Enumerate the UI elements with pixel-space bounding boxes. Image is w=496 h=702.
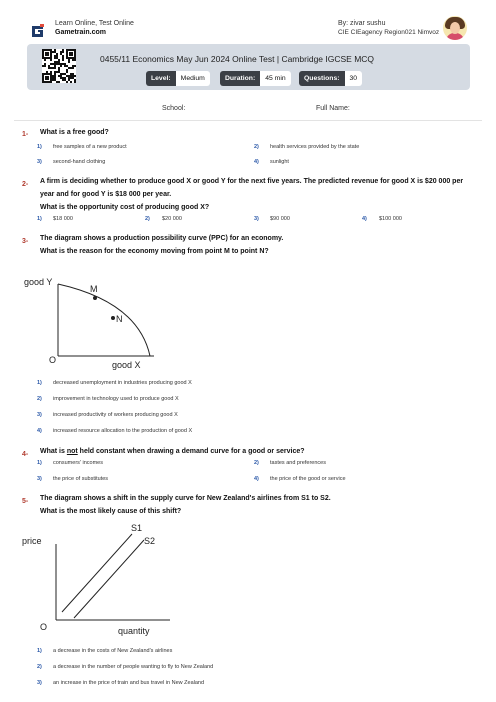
- level-label: Level:: [146, 71, 176, 86]
- s2-label: S2: [144, 536, 156, 546]
- option-number: 4): [37, 428, 42, 434]
- question-text: The diagram shows a shift in the supply curve for New Zealand's airlines from S1 to S2.: [40, 495, 331, 502]
- x-axis-label: quantity: [118, 626, 150, 636]
- fullname-field-label: Full Name:: [316, 105, 350, 112]
- question-number: 5-: [22, 498, 29, 505]
- option-number: 3): [37, 412, 42, 418]
- question-text: What is the most likely cause of this shift?: [40, 508, 182, 515]
- y-axis-label: good Y: [24, 277, 53, 287]
- option-number: 1): [37, 380, 42, 386]
- ppc-diagram: [20, 272, 170, 372]
- school-field-label: School:: [162, 105, 186, 112]
- supply-shift-diagram: [20, 518, 170, 640]
- question-text: A firm is deciding whether to produce good X or good Y for the next five years. The predicted revenue for good X is $20 000 per: [40, 178, 464, 185]
- answer-option[interactable]: $90 000: [270, 216, 290, 222]
- answer-option[interactable]: free samples of a new product: [53, 144, 127, 150]
- answer-option[interactable]: tastes and preferences: [270, 460, 326, 466]
- gametrain-logo: [30, 24, 46, 38]
- option-number: 3): [37, 680, 42, 686]
- option-number: 4): [254, 476, 259, 482]
- answer-option[interactable]: a decrease in the costs of New Zealand's airlines: [53, 648, 173, 654]
- author-name: By: zivar sushu: [338, 20, 386, 27]
- option-number: 1): [37, 460, 42, 466]
- brand-site[interactable]: Gametrain.com: [55, 29, 106, 36]
- origin-label: O: [49, 355, 57, 365]
- page-title: 0455/11 Economics May Jun 2024 Online Test | Cambridge IGCSE MCQ: [100, 54, 375, 64]
- question-text: year and for good Y is $18 000 per year.: [40, 191, 172, 198]
- point-n-marker: [111, 316, 115, 320]
- brand-tagline: Learn Online, Test Online: [55, 20, 134, 27]
- level-value: Medium: [176, 71, 210, 86]
- question-text: What is the reason for the economy moving from point M to point N?: [40, 248, 269, 255]
- answer-option[interactable]: an increase in the price of train and bus travel in New Zealand: [53, 680, 205, 686]
- answer-option[interactable]: a decrease in the number of people wanting to fly to New Zealand: [53, 664, 214, 670]
- supply-curve-s1: [62, 534, 132, 612]
- question-number: 3-: [22, 238, 29, 245]
- answer-option[interactable]: sunlight: [270, 159, 289, 165]
- question-text: What is the opportunity cost of producing good X?: [40, 204, 210, 211]
- answer-option[interactable]: the price of substitutes: [53, 476, 109, 482]
- divider: [14, 120, 482, 121]
- duration-value: 45 min: [260, 71, 290, 86]
- question-number: 1-: [22, 131, 29, 138]
- answer-option[interactable]: $18 000: [53, 216, 73, 222]
- option-number: 2): [37, 664, 42, 670]
- questions-badge: [299, 71, 362, 86]
- x-axis-label: good X: [112, 360, 141, 370]
- point-n-label: N: [116, 314, 123, 324]
- option-number: 2): [254, 144, 259, 150]
- answer-option[interactable]: health services provided by the state: [270, 144, 360, 150]
- questions-value: 30: [345, 71, 363, 86]
- emphasis-not: not: [66, 448, 78, 455]
- point-m-label: M: [90, 284, 98, 294]
- question-number: 4-: [22, 451, 29, 458]
- question-text: What is not held constant when drawing a demand curve for a good or service?: [40, 448, 305, 455]
- option-number: 1): [37, 216, 42, 222]
- answer-option[interactable]: $20 000: [162, 216, 182, 222]
- questions-label: Questions:: [299, 71, 345, 86]
- option-number: 2): [37, 396, 42, 402]
- qr-code-icon: [42, 49, 76, 83]
- answer-option[interactable]: improvement in technology used to produce good X: [53, 396, 179, 402]
- answer-option[interactable]: increased productivity of workers producing good X: [53, 412, 178, 418]
- option-number: 1): [37, 144, 42, 150]
- question-number: 2-: [22, 181, 29, 188]
- option-number: 2): [145, 216, 150, 222]
- option-number: 3): [37, 476, 42, 482]
- duration-badge: [220, 71, 291, 86]
- answer-option[interactable]: $100 000: [379, 216, 402, 222]
- point-m-marker: [93, 296, 97, 300]
- question-text: What is a free good?: [40, 129, 109, 136]
- answer-option[interactable]: decreased unemployment in industries producing good X: [53, 380, 192, 386]
- author-byline: CIE CIEagency Region021 Nimvoz: [338, 29, 440, 36]
- y-axis-label: price: [22, 536, 42, 546]
- answer-option[interactable]: the price of the good or service: [270, 476, 346, 482]
- option-number: 4): [254, 159, 259, 165]
- option-number: 3): [37, 159, 42, 165]
- avatar: [443, 16, 467, 40]
- answer-option[interactable]: consumers' incomes: [53, 460, 103, 466]
- level-badge: [146, 71, 210, 86]
- option-number: 1): [37, 648, 42, 654]
- supply-curve-s2: [74, 540, 144, 618]
- s1-label: S1: [131, 523, 143, 533]
- question-text: The diagram shows a production possibility curve (PPC) for an economy.: [40, 235, 284, 242]
- option-number: 2): [254, 460, 259, 466]
- duration-label: Duration:: [220, 71, 260, 86]
- origin-label: O: [40, 622, 48, 632]
- answer-option[interactable]: increased resource allocation to the production of good X: [53, 428, 193, 434]
- answer-option[interactable]: second-hand clothing: [53, 159, 106, 165]
- option-number: 4): [362, 216, 367, 222]
- option-number: 3): [254, 216, 259, 222]
